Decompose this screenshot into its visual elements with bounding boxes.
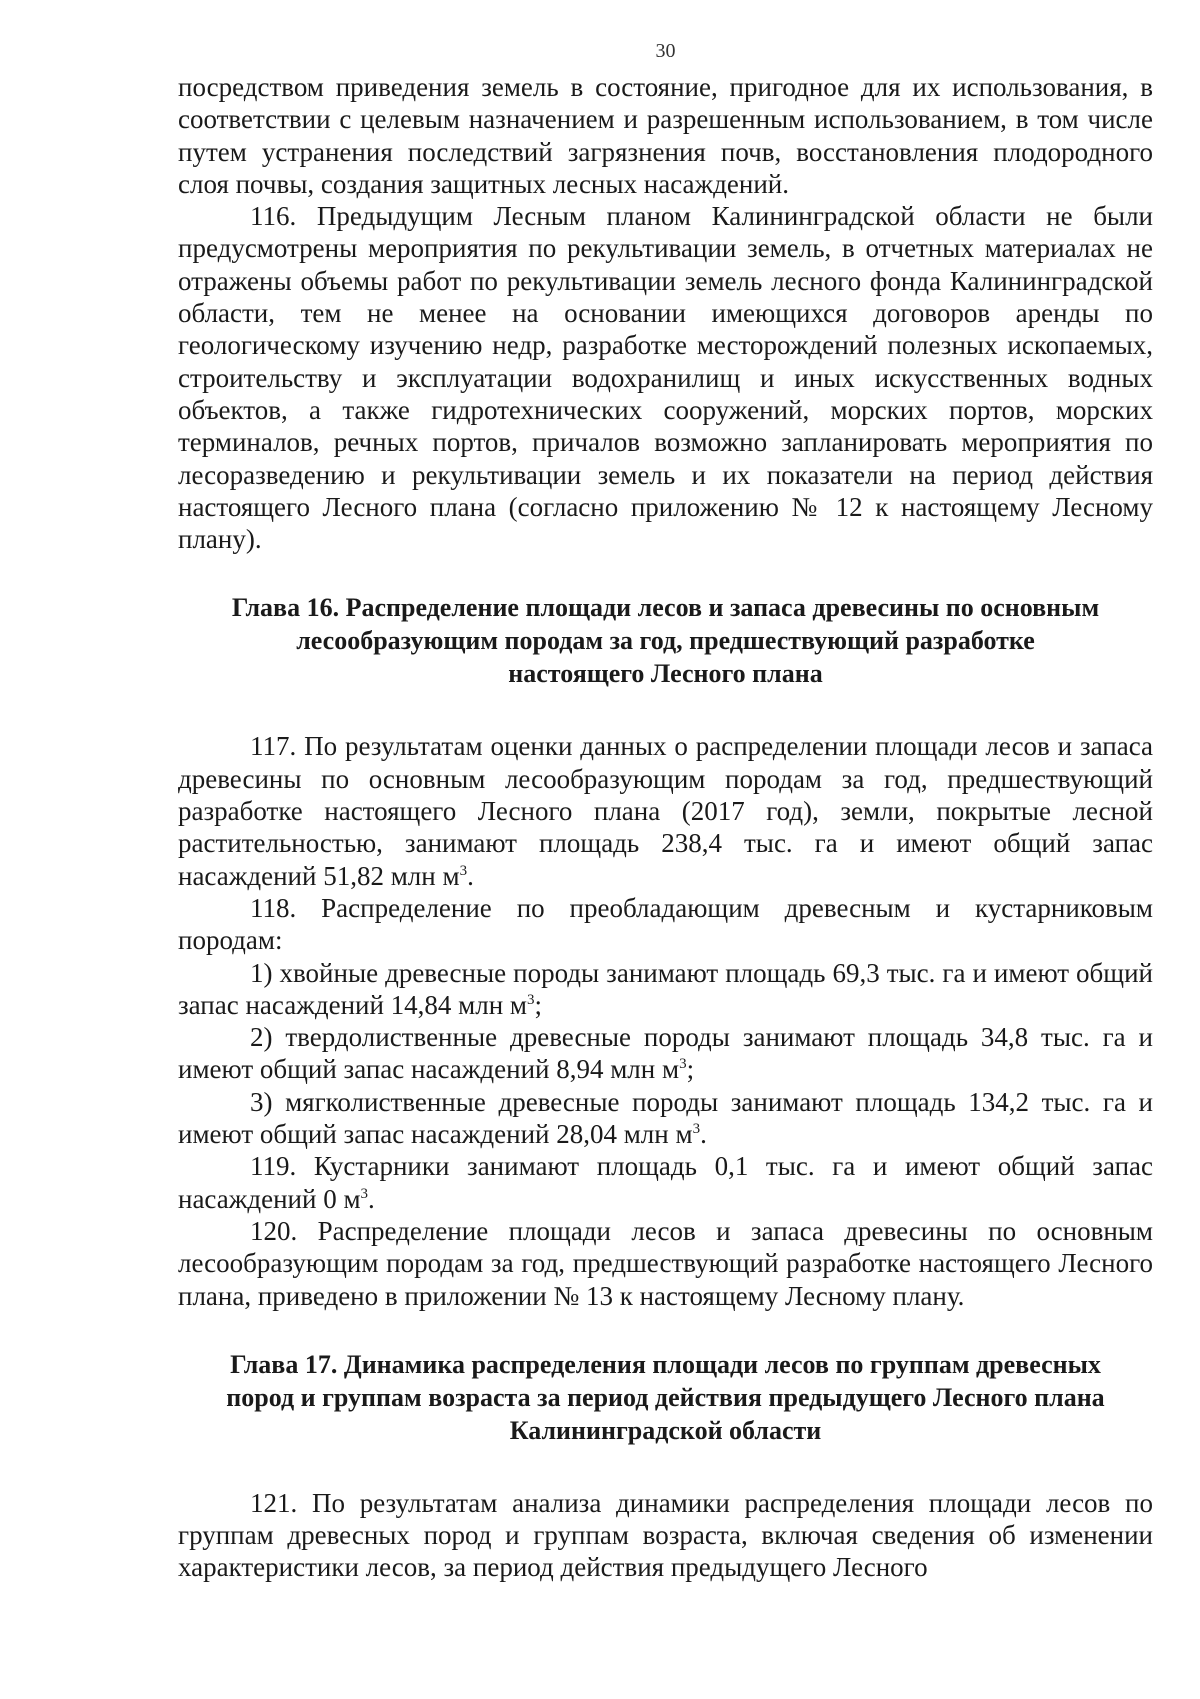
chapter-17-heading-line-3: Калининградской области [509,1415,822,1445]
paragraph-119-end: . [368,1183,375,1214]
paragraph-117 [178,730,1153,891]
list-item-2-end: ; [686,1054,695,1085]
list-item-1 [178,957,1153,1022]
chapter-16-heading-line-1: Глава 16. Распределение площади лесов и запаса древесины по основным [231,593,1100,623]
list-item-2-text: 2) твердолиственные древесные породы занимают площадь 34,8 тыс. га и имеют общий запас насаждений 8,94 млн м [178,1022,1153,1085]
paragraph-116: 116. Предыдущим Лесным планом Калининградской области не были предусмотрены мероприятия по рекультивации земель, в отчетных материалах не отражены объемы работ по рекультивации земель лесного фонда Калининградской области, тем не менее на основании имеющихся договоров аренды по геологическому изучению недр, разработке месторождений полезных ископаемых, строительству и эксплуатации водохранилищ и иных искусственных водных объектов, а также гидротехнических сооружений, морских портов, морских терминалов, речных портов, причалов возможно запланировать мероприятия по лесоразведению и рекультивации земель и их показатели на период действия настоящего Лесного плана (согласно приложению № 12 к настоящему Лесному плану). [178,201,1153,555]
chapter-16-heading [178,591,1153,690]
superscript-3: 3 [527,991,535,1008]
page-number: 30 [655,40,676,62]
paragraph-121: 121. По результатам анализа динамики распределения площади лесов по группам древесных пород и группам возраста, включая сведения об изменении характеристики лесов, за период действия предыдущего Лесного [178,1487,1153,1583]
chapter-17-heading-line-2: пород и группам возраста за период действия предыдущего Лесного плана [226,1382,1105,1412]
list-item-3 [178,1086,1153,1151]
paragraph-120: 120. Распределение площади лесов и запаса древесины по основным лесообразующим породам за год, предшествующий разработке настоящего Лесного плана, приведено в приложении № 13 к настоящему Лесному плану. [178,1215,1153,1311]
list-item-2 [178,1021,1153,1086]
list-item-3-end: . [700,1119,707,1150]
chapter-17-heading-line-1: Глава 17. Динамика распределения площади лесов по группам древесных [230,1349,1101,1379]
document-page [178,40,1153,1584]
paragraph-119-text: 119. Кустарники занимают площадь 0,1 тыс. га и имеют общий запас насаждений 0 м [178,1151,1153,1214]
list-item-1-text: 1) хвойные древесные породы занимают площадь 69,3 тыс. га и имеют общий запас насаждений 14,84 млн м [178,957,1153,1020]
paragraph-119 [178,1150,1153,1215]
paragraph-115-continuation: посредством приведения земель в состояние, пригодное для их использования, в соответствии с целевым назначением и разрешенным использованием, в том числе путем устранения последствий загрязнения почв, восстановления плодородного слоя почвы, создания защитных лесных насаждений. [178,72,1153,199]
chapter-17-heading [178,1348,1153,1447]
paragraph-118: 118. Распределение по преобладающим древесным и кустарниковым породам: [178,892,1153,956]
paragraph-117-end: . [467,860,474,891]
chapter-16-heading-line-3: настоящего Лесного плана [508,659,823,689]
paragraph-117-text: 117. По результатам оценки данных о распределении площади лесов и запаса древесины по основным лесообразующим породам за год, предшествующий разработке настоящего Лесного плана (2017 год), земли, покрытые лесной растительностью, занимают площадь 238,4 тыс. га и имеют общий запас насаждений 51,82 млн м [178,731,1153,891]
list-item-1-end: ; [534,989,543,1020]
list-item-3-text: 3) мягколиственные древесные породы занимают площадь 134,2 тыс. га и имеют общий запас насаждений 28,04 млн м [178,1086,1153,1150]
superscript-3: 3 [679,1056,687,1073]
chapter-16-heading-line-2: лесообразующим породам за год, предшествующий разработке [296,626,1035,656]
superscript-3: 3 [360,1185,369,1202]
superscript-3: 3 [459,862,468,879]
superscript-3: 3 [692,1121,701,1138]
